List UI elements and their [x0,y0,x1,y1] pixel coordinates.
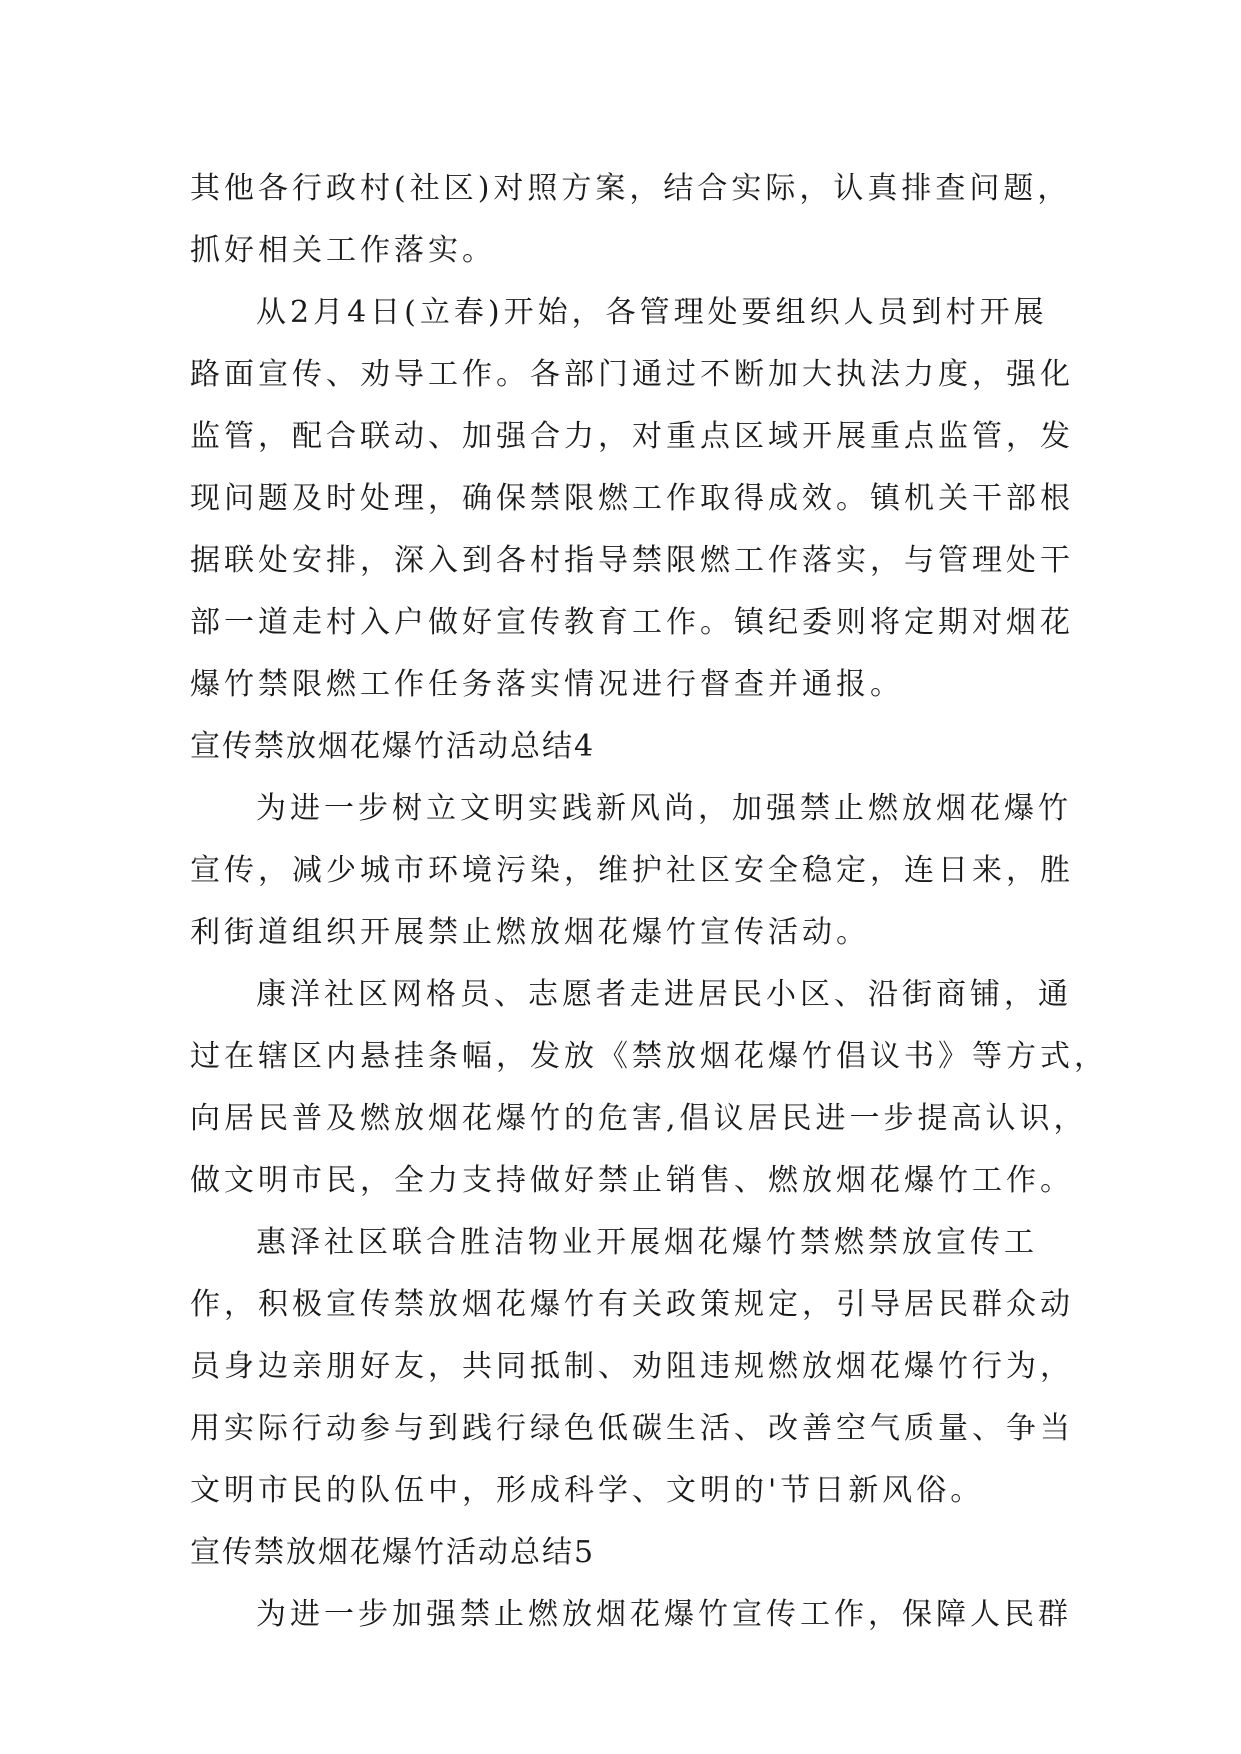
text-line: 宣传，减少城市环境污染，维护社区安全稳定，连日来，胜 [190,853,1074,888]
text-line: 为进一步加强禁止燃放烟花爆竹宣传工作，保障人民群 [256,1597,1072,1632]
text-line: 惠泽社区联合胜洁物业开展烟花爆竹禁燃禁放宣传工 [256,1225,1038,1260]
text-line: 为进一步树立文明实践新风尚，加强禁止燃放烟花爆竹 [256,791,1072,826]
text-line: 其他各行政村(社区)对照方案，结合实际，认真排查问题， [190,171,1072,206]
section-heading: 宣传禁放烟花爆竹活动总结4 [190,729,596,764]
text-line: 文明市民的队伍中，形成科学、文明的'节日新风俗。 [190,1473,985,1508]
text-line: 路面宣传、劝导工作。各部门通过不断加大执法力度，强化 [190,357,1074,392]
text-line: 爆竹禁限燃工作任务落实情况进行督查并通报。 [190,667,904,702]
text-line: 据联处安排，深入到各村指导禁限燃工作落实，与管理处干 [190,543,1074,578]
document-body [190,158,1108,1646]
text-line: 员身边亲朋好友，共同抵制、劝阻违规燃放烟花爆竹行为， [190,1349,1074,1384]
text-line: 作，积极宣传禁放烟花爆竹有关政策规定，引导居民群众动 [190,1287,1074,1322]
text-line: 向居民普及燃放烟花爆竹的危害,倡议居民进一步提高认识， [190,1101,1088,1136]
text-line: 过在辖区内悬挂条幅，发放《禁放烟花爆竹倡议书》等方式， [190,1039,1108,1074]
text-line: 部一道走村入户做好宣传教育工作。镇纪委则将定期对烟花 [190,605,1074,640]
text-line: 抓好相关工作落实。 [190,233,496,268]
text-line: 做文明市民，全力支持做好禁止销售、燃放烟花爆竹工作。 [190,1163,1074,1198]
text-line: 从2月4日(立春)开始，各管理处要组织人员到村开展 [256,295,1048,330]
text-line: 用实际行动参与到践行绿色低碳生活、改善空气质量、争当 [190,1411,1074,1446]
text-line: 现问题及时处理，确保禁限燃工作取得成效。镇机关干部根 [190,481,1074,516]
text-line: 监管，配合联动、加强合力，对重点区域开展重点监管，发 [190,419,1074,454]
text-line: 康洋社区网格员、志愿者走进居民小区、沿街商铺，通 [256,977,1072,1012]
section-heading: 宣传禁放烟花爆竹活动总结5 [190,1535,596,1570]
text-line: 利街道组织开展禁止燃放烟花爆竹宣传活动。 [190,915,870,950]
